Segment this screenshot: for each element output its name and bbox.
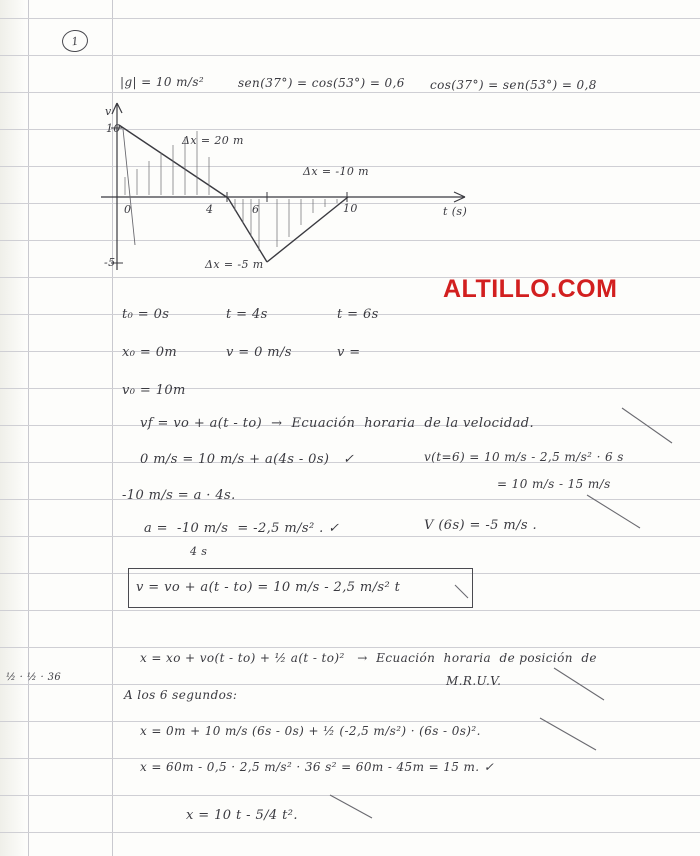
- work-line-4: a = -10 m/s = -2,5 m/s² . ✓: [144, 521, 340, 536]
- work-right-1: v(t=6) = 10 m/s - 2,5 m/s² · 6 s: [424, 450, 624, 464]
- graph-area-label-3: Δx = -5 m: [205, 258, 264, 271]
- cos37-identity: cos(37°) = sen(53°) = 0,8: [430, 78, 597, 92]
- work-line-3: -10 m/s = a · 4s.: [122, 488, 236, 503]
- work-line-5b: M.R.U.V.: [446, 674, 502, 688]
- gravity-constant: |g| = 10 m/s²: [120, 75, 205, 89]
- work-line-4-denominator: 4 s: [190, 545, 208, 558]
- given-v-at-6: v =: [337, 345, 361, 360]
- work-line-6: A los 6 segundos:: [124, 688, 238, 702]
- work-line-7: x = 0m + 10 m/s (6s - 0s) + ½ (-2,5 m/s²) · (6s - 0s)².: [140, 724, 481, 738]
- given-t0: t₀ = 0s: [122, 307, 170, 322]
- graph-area-label-2: Δx = -10 m: [303, 165, 369, 178]
- graph-xtick-10: 10: [343, 202, 358, 215]
- graph-area-label-1: Δx = 20 m: [182, 134, 244, 147]
- graph-x-axis-label: t (s): [443, 205, 468, 218]
- graph-xtick-4: 4: [206, 203, 214, 216]
- given-t4: t = 4s: [226, 307, 268, 322]
- work-line-9: x = 10 t - 5/4 t².: [186, 808, 298, 823]
- graph-ytick-neg5: -5: [104, 256, 116, 269]
- given-v0: v₀ = 10m: [122, 383, 186, 398]
- given-t6: t = 6s: [337, 307, 379, 322]
- altillo-watermark: ALTILLO.COM: [443, 275, 618, 303]
- work-right-2: = 10 m/s - 15 m/s: [497, 477, 611, 491]
- work-line-8: x = 60m - 0,5 · 2,5 m/s² · 36 s² = 60m - 45m = 15 m. ✓: [140, 760, 495, 774]
- work-right-3: V (6s) = -5 m/s .: [424, 518, 538, 533]
- graph-y-axis-label: v: [105, 105, 112, 118]
- graph-xtick-6: 6: [252, 203, 260, 216]
- sin37-identity: sen(37°) = cos(53°) = 0,6: [238, 76, 405, 90]
- boxed-velocity-equation: v = vo + a(t - to) = 10 m/s - 2,5 m/s² t: [136, 580, 401, 595]
- given-v-at-4: v = 0 m/s: [226, 345, 292, 360]
- margin-side-note: ½ · ½ · 36: [6, 672, 62, 683]
- given-x0: x₀ = 0m: [122, 345, 178, 360]
- work-line-2: 0 m/s = 10 m/s + a(4s - 0s) ✓: [140, 452, 355, 467]
- work-line-1: vf = vo + a(t - to) → Ecuación horaria de la velocidad.: [140, 416, 535, 431]
- graph-ytick-10: 10: [106, 122, 121, 135]
- graph-xtick-0: 0: [124, 203, 132, 216]
- work-line-5: x = xo + vo(t - to) + ½ a(t - to)² → Ecuación horaria de posición de: [140, 651, 597, 665]
- problem-number-badge: 1: [61, 29, 89, 54]
